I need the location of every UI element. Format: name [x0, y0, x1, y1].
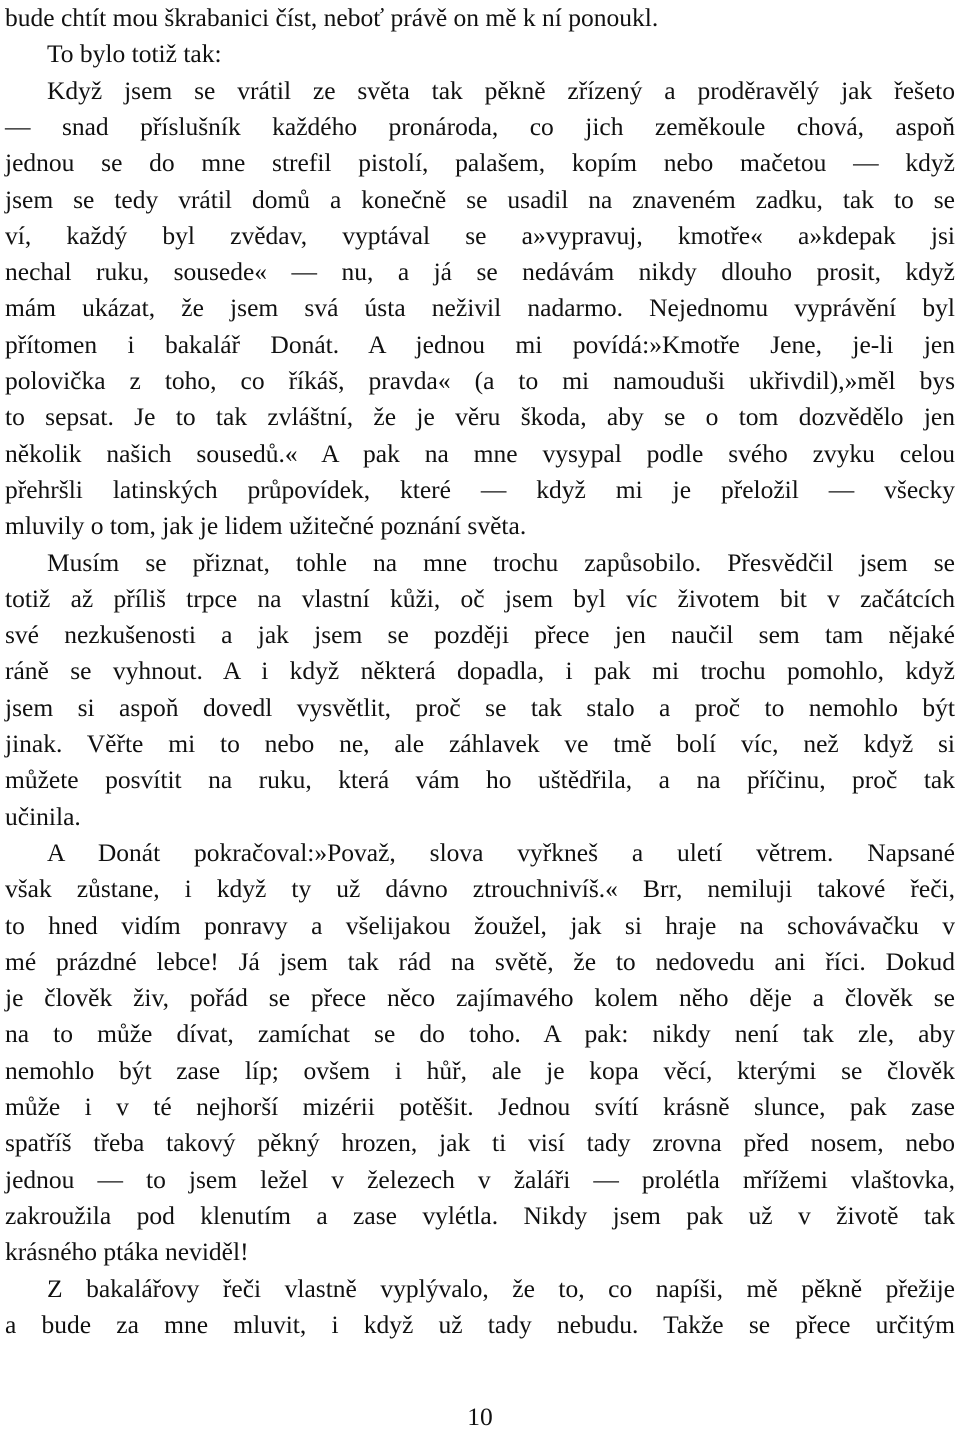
text-line: je člověk živ, pořád se přece něco zajímavého kolem něho děje a člověk se [5, 983, 955, 1013]
text-line: Musím se přiznat, tohle na mne trochu zapůsobilo. Přesvědčil jsem se [47, 547, 955, 577]
text-line: však zůstane, i když ty už dávno ztrouchnivíš.« Brr, nemiluji takové řeči, [5, 874, 955, 904]
text-line: jednou se do mne strefil pistolí, palašem, kopím nebo mačetou — když [5, 148, 955, 178]
text-line: To bylo totiž tak: [47, 39, 222, 69]
text-line: mám ukázat, že jsem svá ústa neživil nadarmo. Nejednomu vyprávění byl [5, 293, 955, 323]
text-line: to sepsat. Je to tak zvláštní, že je věru škoda, aby se o tom dozvědělo jen [5, 402, 955, 432]
text-line: to hned vidím ponravy a všelijakou žoužel, jak si hraje na schovávačku v [5, 910, 955, 940]
text-line: bude chtít mou škrabanici číst, neboť právě on mě k ní ponoukl. [5, 3, 659, 32]
page-number: 10 [467, 1402, 493, 1431]
text-line: nechal ruku, sousede« — nu, a já se nedávám nikdy dlouho prosit, když [5, 257, 955, 287]
text-line: Z bakalářovy řeči vlastně vyplývalo, že to, co napíši, mě pěkně přežije [47, 1273, 955, 1303]
text-line: jsem se tedy vrátil domů a konečně se usadil na znaveném zadku, tak to se [5, 184, 955, 214]
text-line: spatříš třeba takový pěkný hrozen, jak ti visí tady zrovna před nosem, nebo [5, 1128, 955, 1158]
text-line: zakroužila pod klenutím a zase vylétla. Nikdy jsem pak už v životě tak [5, 1200, 955, 1230]
text-line: mé prázdné lebce! Já jsem tak rád na světě, že to nedovedu ani říci. Dokud [5, 946, 955, 976]
text-line: může i v té nejhorší mizérii potěšit. Jednou svítí krásně slunce, pak zase [5, 1092, 955, 1121]
text-line: — snad příslušník každého pronároda, co jich zeměkoule chová, aspoň [5, 111, 955, 141]
text-line: A Donát pokračoval:»Považ, slova vyřkneš a uletí větrem. Napsané [47, 837, 955, 867]
text-line: své nezkušenosti a jak jsem se později přece jen naučil sem tam nějaké [5, 620, 955, 650]
text-line: a bude za mne mluvit, i když už tady nebudu. Takže se přece určitým [5, 1309, 955, 1339]
book-page [5, 0, 955, 1434]
text-line: nemohlo být zase líp; ovšem i hůř, ale je kopa věcí, kterými se člověk [5, 1055, 955, 1085]
text-line: přítomen i bakalář Donát. A jednou mi povídá:»Kmotře Jene, je-li jen [5, 329, 955, 359]
text-line: několik našich sousedů.« A pak na mne vysypal podle svého zvyku celou [5, 438, 955, 468]
text-line: na to může dívat, zamíchat se do toho. A pak: nikdy není tak zle, aby [5, 1019, 955, 1049]
text-line: můžete posvítit na ruku, která vám ho uštědřila, a na příčinu, proč tak [5, 765, 955, 795]
text-line: polovička z toho, co říkáš, pravda« (a to mi namouduši ukřivdil),»měl bys [5, 366, 955, 395]
text-line: mluvily o tom, jak je lidem užitečné poznání světa. [5, 511, 527, 541]
text-line: krásného ptáka neviděl! [5, 1237, 249, 1267]
text-line: jinak. Věřte mi to nebo ne, ale záhlavek ve tmě bolí víc, než když si [5, 729, 955, 758]
text-line: totiž až příliš trpce na vlastní kůži, oč jsem byl víc životem bit v začátcích [5, 583, 955, 613]
text-line: jednou — to jsem ležel v železech v žaláři — prolétla mřížemi vlaštovka, [5, 1164, 955, 1194]
text-line: Když jsem se vrátil ze světa tak pěkně zřízený a proděravělý jak řešeto [47, 75, 955, 105]
text-line: ráně se vyhnout. A i když některá dopadla, i pak mi trochu pomohlo, když [5, 656, 955, 686]
text-line: ví, každý byl zvědav, vyptával se a»vypravuj, kmotře« a»kdepak jsi [5, 220, 955, 250]
text-line: přehršli latinských průpovídek, které — když mi je přeložil — všecky [5, 474, 955, 504]
text-line: jsem si aspoň dovedl vysvětlit, proč se tak stalo a proč to nemohlo být [5, 692, 955, 722]
text-line: učinila. [5, 801, 81, 831]
